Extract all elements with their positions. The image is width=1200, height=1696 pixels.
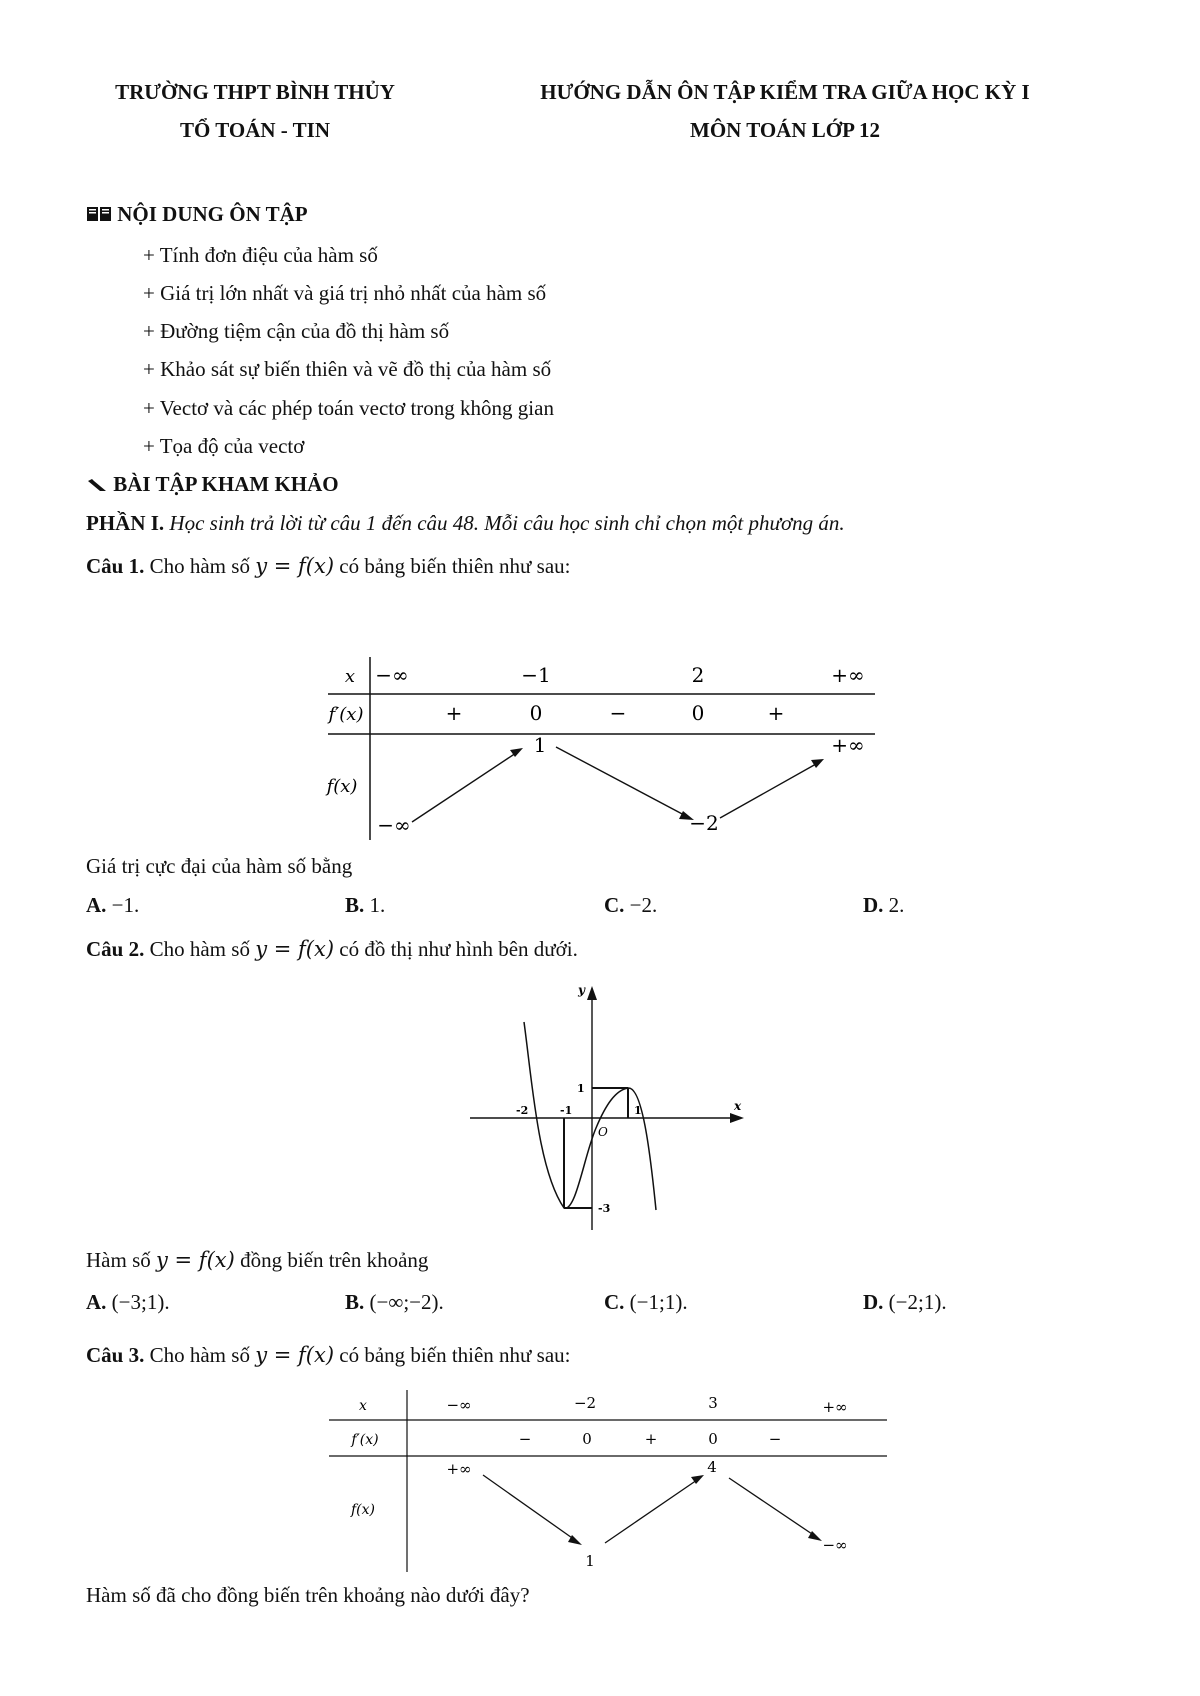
option-letter: B.: [345, 1290, 365, 1314]
part-text: Học sinh trả lời từ câu 1 đến câu 48. Mỗi câu học sinh chỉ chọn một phương án.: [169, 511, 845, 535]
x-axis-arrow: [730, 1113, 744, 1123]
option-letter: C.: [604, 1290, 625, 1314]
table-sign: 0: [529, 701, 543, 725]
option-letter: A.: [86, 893, 107, 917]
department-name: TỔ TOÁN - TIN: [180, 118, 330, 142]
question-1-stem: [86, 554, 571, 579]
question-3-stem: [86, 1343, 571, 1368]
answer-option-d[interactable]: [863, 1290, 947, 1315]
table-fprime-label: f′(x): [328, 704, 364, 725]
table-f-value: −∞: [822, 1536, 848, 1554]
decreasing-arrow: [729, 1478, 815, 1536]
table-f-value: +∞: [831, 733, 865, 757]
table-x-value: −1: [521, 663, 551, 687]
table-x-value: 2: [691, 663, 705, 687]
part-label: PHẦN I.: [86, 511, 165, 535]
table-f-label: f(x): [326, 776, 358, 797]
table-f-value: −∞: [377, 813, 411, 837]
y-axis-label: y: [578, 983, 585, 997]
table-sign: −: [609, 701, 627, 725]
table-sign: +: [644, 1430, 658, 1448]
increasing-arrow: [412, 753, 516, 822]
answer-option-b[interactable]: [345, 1290, 444, 1315]
table-f-value: 1: [585, 1552, 595, 1570]
question-label: Câu 3.: [86, 1343, 145, 1367]
answer-option-d[interactable]: [863, 893, 904, 918]
part-instruction: [86, 511, 845, 536]
topic-item: + Vectơ và các phép toán vectơ trong không gian: [143, 396, 554, 420]
question-3-prompt: Hàm số đã cho đồng biến trên khoảng nào dưới đây?: [86, 1583, 530, 1607]
topic-item: + Đường tiệm cận của đồ thị hàm số: [143, 319, 450, 343]
section-heading-text: BÀI TẬP KHAM KHẢO: [113, 472, 339, 496]
answer-option-c[interactable]: [604, 1290, 688, 1315]
answer-option-a[interactable]: [86, 893, 139, 918]
topic-item: + Tọa độ của vectơ: [143, 434, 305, 458]
option-text: −1.: [111, 893, 140, 917]
table-f-value: 4: [707, 1458, 717, 1476]
table-x-value: +∞: [822, 1398, 848, 1416]
answer-option-a[interactable]: [86, 1290, 170, 1315]
decreasing-arrow: [483, 1475, 575, 1540]
option-letter: D.: [863, 1290, 884, 1314]
function-expression: y = f(x): [255, 554, 335, 578]
function-expression: y = f(x): [156, 1248, 235, 1272]
question-label: Câu 2.: [86, 937, 145, 961]
variation-table-q1: [320, 652, 880, 842]
table-sign: +: [445, 701, 463, 725]
increasing-arrow: [605, 1480, 697, 1543]
question-text: có đồ thị như hình bên dưới.: [339, 937, 578, 961]
table-sign: 0: [582, 1430, 592, 1448]
answer-option-c[interactable]: [604, 893, 657, 918]
question-text: Cho hàm số: [149, 1343, 250, 1367]
table-x-value: +∞: [831, 663, 865, 687]
table-f-value: 1: [533, 733, 547, 757]
table-sign: −: [518, 1430, 532, 1448]
question-text: Cho hàm số: [149, 554, 250, 578]
tick-label: -1: [560, 1104, 573, 1117]
topic-item: + Tính đơn điệu của hàm số: [143, 243, 378, 267]
answer-option-b[interactable]: [345, 893, 385, 918]
question-label: Câu 1.: [86, 554, 145, 578]
topic-item: + Giá trị lớn nhất và giá trị nhỏ nhất của hàm số: [143, 281, 547, 305]
table-x-value: 3: [708, 1394, 718, 1412]
question-1-prompt: Giá trị cực đại của hàm số bằng: [86, 854, 353, 878]
variation-table-q3: [325, 1388, 890, 1573]
origin-label: O: [598, 1125, 608, 1139]
function-graph-q2: [460, 980, 760, 1240]
question-text: đồng biến trên khoảng: [240, 1248, 429, 1272]
document-subject: MÔN TOÁN LỚP 12: [690, 118, 880, 142]
tick-label: -3: [598, 1202, 611, 1215]
tick-label: -2: [516, 1104, 529, 1117]
table-x-label: x: [359, 1398, 367, 1414]
function-expression: y = f(x): [255, 937, 335, 961]
option-text: (−∞;−2).: [369, 1290, 444, 1314]
option-letter: A.: [86, 1290, 107, 1314]
question-2-stem: [86, 937, 578, 962]
table-sign: 0: [691, 701, 705, 725]
table-x-value: −2: [573, 1394, 597, 1412]
table-sign: 0: [708, 1430, 718, 1448]
book-icon: [86, 205, 112, 223]
option-letter: C.: [604, 893, 625, 917]
table-x-value: −∞: [446, 1396, 472, 1414]
arrow-head: [811, 759, 824, 768]
option-text: (−3;1).: [111, 1290, 170, 1314]
question-text: Cho hàm số: [149, 937, 250, 961]
option-text: (−2;1).: [888, 1290, 947, 1314]
option-text: −2.: [629, 893, 658, 917]
table-x-label: x: [344, 666, 356, 687]
table-f-value: −2: [689, 811, 719, 835]
option-text: 2.: [888, 893, 905, 917]
table-sign: −: [768, 1430, 782, 1448]
option-letter: B.: [345, 893, 365, 917]
question-text: Hàm số: [86, 1248, 151, 1272]
topic-item: + Khảo sát sự biến thiên và vẽ đồ thị của hàm số: [143, 357, 552, 381]
option-text: (−1;1).: [629, 1290, 688, 1314]
y-axis-arrow: [587, 986, 597, 1000]
school-name: TRƯỜNG THPT BÌNH THỦY: [115, 80, 395, 104]
section-heading-content: [86, 202, 308, 227]
increasing-arrow: [720, 764, 816, 818]
question-text: có bảng biến thiên như sau:: [339, 554, 571, 578]
option-letter: D.: [863, 893, 884, 917]
tick-label: 1: [634, 1104, 642, 1117]
table-f-label: f(x): [350, 1502, 376, 1518]
table-f-value: +∞: [446, 1460, 472, 1478]
table-x-value: −∞: [375, 663, 409, 687]
question-2-prompt: [86, 1248, 428, 1273]
question-text: có bảng biến thiên như sau:: [339, 1343, 571, 1367]
pencil-icon: [86, 477, 108, 493]
table-sign: +: [767, 701, 785, 725]
option-text: 1.: [369, 893, 386, 917]
section-heading-exercises: [86, 472, 339, 497]
table-fprime-label: f′(x): [351, 1432, 379, 1448]
document-title: HƯỚNG DẪN ÔN TẬP KIỂM TRA GIỮA HỌC KỲ I: [540, 80, 1030, 104]
decreasing-arrow: [556, 747, 686, 816]
section-heading-text: NỘI DUNG ÔN TẬP: [117, 202, 308, 226]
function-expression: y = f(x): [255, 1343, 335, 1367]
tick-label: 1: [577, 1082, 585, 1095]
x-axis-label: x: [734, 1099, 742, 1113]
